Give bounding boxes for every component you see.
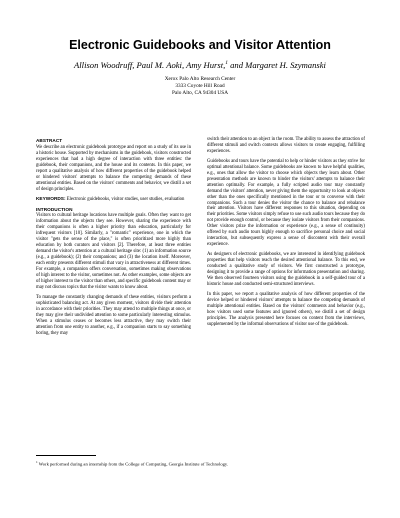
right-column [207, 137, 365, 332]
abstract-heading: ABSTRACT [36, 138, 63, 143]
author-footnote-marker: 1 [225, 60, 228, 67]
abstract-text: We describe an electronic guidebook prototype and report on a study of its use in a historic house. Supported by mechanisms in the guidebook, visitors constructed experiences that had a high degree of interaction with three entities: the guidebook, their companions, and the house and its contents. In this paper, we report a qualitative analysis of how different properties of the guidebook helped or hindered visitors' attempts to balance the competing demands of these attentional entities. Based on the visitors' comments and behavior, we distill a set of design principles. [36, 144, 191, 192]
author-names: Allison Woodruff, Paul M. Aoki, Amy Hurst, [74, 60, 226, 70]
author-line [0, 60, 400, 70]
footnote [36, 460, 376, 467]
intro-paragraph-4: Guidebooks and tours have the potential to help or hinder visitors as they strive for optimal attentional balance. Some guidebooks are known to have helpful qualities, e.g., ones that allow the visitor to choose which objects they learn about. Other presentation methods are known to hinder the visitors' attempts to balance their attention optimally. For example, a fully scripted audio tour may constantly demand the visitors' attention, never giving them the opportunity to look at objects other than the ones specifically mentioned in the tour or to converse with their companions. Such a tour denies the visitor the chance to balance and rebalance their attention. Visitors have different responses to this situation, depending on their priorities. Some visitors simply refuse to use such audio tours because they do not provide enough control, or because they isolate visitors from their companions. Other visitors prize the information or experience (e.g., a sense of continuity) offered by such audio tours highly enough to sacrifice personal choice and social interaction, but subsequently express a sense of discontent with their overall experience. [207, 158, 365, 248]
footnote-text: Work performed during an internship from the College of Computing, Georgia Institute of Technology. [37, 461, 229, 467]
intro-paragraph-2: To manage the constantly changing demands of these entities, visitors perform a sophisticated balancing act. At any given moment, visitors divide their attention in accordance with their priorities. They may attend to multiple things at once, or they may give their undivided attention to some particularly interesting stimulus. When a stimulus ceases or becomes less attractive, they may switch their attention from one entity to another, e.g., if a companion starts to say something boring, they may [36, 294, 191, 336]
introduction-heading: INTRODUCTION [36, 206, 73, 212]
footnote-marker: 1 [36, 460, 38, 464]
author-names-last: and Margaret H. Szymanski [227, 60, 326, 70]
affiliation-block [0, 76, 400, 98]
affiliation-city: Palo Alto, CA 94304 USA [171, 90, 229, 97]
keywords [36, 197, 191, 203]
paper-title: Electronic Guidebooks and Visitor Attention [69, 38, 331, 52]
intro-paragraph-3: switch their attention to an object in the room. The ability to assess the attraction of different stimuli and switch contexts allows visitors to create engaging, fulfilling experiences. [207, 137, 365, 154]
footnote-rule [36, 455, 96, 456]
intro-paragraph-6: In this paper, we report a qualitative analysis of how different properties of the device helped or hindered visitors' attempts to balance the competing demands of multiple attentional entities. Based on the visitors' comments and behavior (e.g., how visitors used some features and ignored others), we distill a set of design principles. The analysis presented here focuses on content from the interviews, supplemented by the informal observations of visitor use of the guidebook. [207, 291, 365, 327]
intro-paragraph-5: As designers of electronic guidebooks, we are interested in identifying guidebook properties that help visitors reach the desired attentional balance. To this end, we conducted a qualitative study of visitors. We first constructed a prototype, designing it to provide a range of options for information presentation and sharing. We then observed fourteen visitors using the guidebook in a self-guided tour of a historic house and conducted semi-structured interviews. [207, 252, 365, 287]
affiliation-org: Xerox Palo Alto Research Center [164, 76, 236, 82]
intro-paragraph-1: Visitors to cultural heritage locations have multiple goals. Often they want to get information about the objects they see. However, sharing the experience with their companions is often a higher priority than education, particularly for infrequent visitors [10]. Similarly, a "romantic" experience, one in which the visitor "gets the sense of the place," is often prioritized more highly than education by both curators and visitors [2]. Therefore, at least three entities demand the visitor's attention at a cultural heritage site: (1) an information source (e.g., a guidebook); (2) their companions; and (3) the location itself. Moreover, each entity presents different stimuli that vary in attractiveness at different times. For example, a companion offers conversation, sometimes making observations of high interest to the visitor, sometimes not. As other examples, some objects are of higher interest to the visitor than others, and specific guidebook content may or may not discuss topics that the visitor wants to know about. [36, 213, 191, 290]
left-column [36, 138, 191, 341]
keywords-label: KEYWORDS: [36, 196, 66, 202]
affiliation-street: 3333 Coyote Hill Road [175, 83, 225, 90]
keywords-text: Electronic guidebooks, visitor studies, user studies, evaluation [65, 196, 185, 202]
